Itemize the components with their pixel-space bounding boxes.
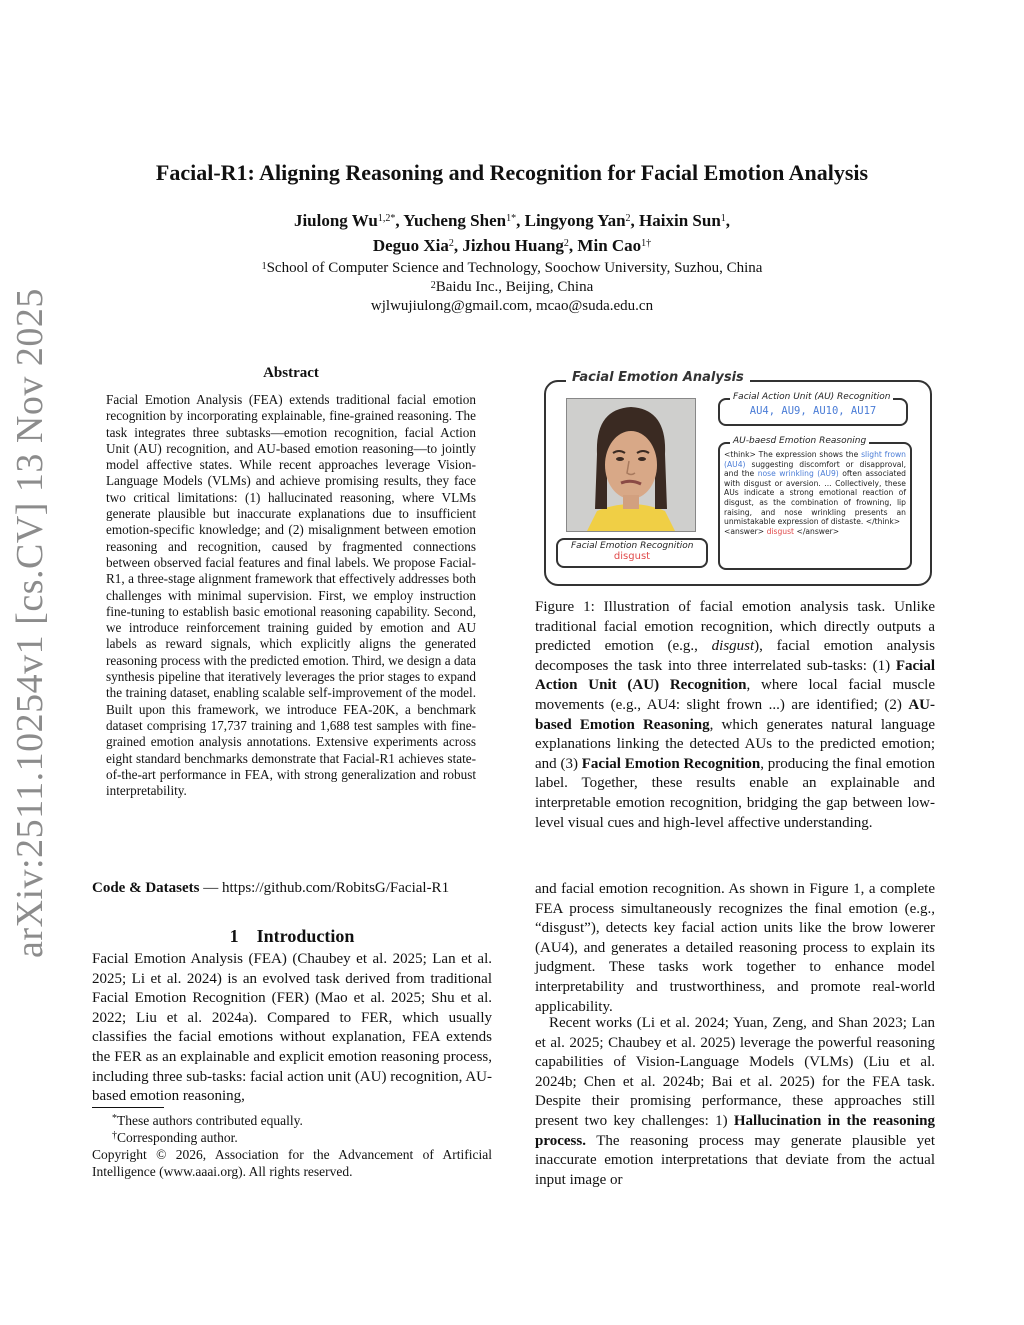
footnote-corresponding: Corresponding author.	[117, 1130, 238, 1145]
highlight-au4: slight frown (AU4)	[724, 450, 906, 469]
emotion-recognition-value: disgust	[613, 551, 651, 562]
face-photo	[566, 398, 696, 532]
copyright-notice: Copyright © 2026, Association for the Advancement of Artificial Intelligence (www.aaai.org). All rights reserved.	[92, 1147, 492, 1179]
author-sup: 1*	[506, 213, 517, 224]
caption-text: , producing the final emotion label. Together, these results enable an explainable and interpretable emotion recognition, bridging the gap between low-level visual cues and high-level affective understanding.	[535, 755, 935, 831]
au-recognition-box	[718, 392, 908, 426]
caption-emphasis: disgust	[711, 638, 755, 655]
author-name: Yucheng Shen	[403, 211, 507, 230]
arxiv-stamp: arXiv:2511.10254v1 [cs.CV] 13 Nov 2025	[9, 288, 51, 958]
affil-sup: 2	[430, 280, 436, 291]
au-reasoning-box	[718, 436, 912, 570]
caption-bold: Facial Action Unit (AU) Recognition	[535, 657, 935, 694]
figure-title: Facial Emotion Analysis	[566, 370, 750, 385]
figure-caption	[535, 598, 935, 833]
caption-bold: AU-based Emotion Reasoning	[535, 696, 935, 733]
footnote-equal: These authors contributed equally.	[117, 1113, 303, 1128]
caption-text: , where local facial muscle movements (e.g., AU4: slight frown ...) are identified; (2)	[535, 677, 935, 713]
caption-text: ), facial emotion analysis decomposes the task into three interrelated sub-tasks: (1)	[535, 638, 935, 674]
author-sup: 2	[448, 238, 454, 249]
highlight-au9: nose wrinkling (AU9)	[757, 469, 839, 479]
author-name: Haixin Sun	[639, 211, 721, 230]
right-paragraph-2	[535, 1014, 935, 1190]
code-label: Code & Datasets	[92, 880, 200, 896]
author-name: Deguo Xia	[372, 236, 449, 255]
code-datasets-line	[92, 880, 492, 897]
author-list: Jiulong $Wu^{1,2*}$, Yucheng Shen$^{1*}$, Lingyong Yan$^2$, Haixin Sun$^1$, Deguo Xia$^2$, Jizhou Huang$^2$, Min Cao$^{1\dagger}$	[293, 211, 731, 255]
author-sup: 1,2*	[377, 213, 396, 224]
paper-title: Facial-R1: Aligning Reasoning and Recognition for Facial Emotion Analysis	[155, 160, 869, 185]
caption-text: Figure 1: Illustration of facial emotion analysis task. Unlike traditional facial emotion recognition, which directly outputs a predicted emotion (e.g.,	[535, 599, 935, 655]
affil-sup: 1	[261, 261, 267, 272]
caption-text: , which generates natural language explanations linking the detected AUs to the predicted emotion; and (3)	[535, 716, 935, 772]
emotion-recognition-box	[556, 538, 708, 568]
author-sup: 2	[625, 213, 631, 224]
paragraph-bold: Hallucination in the reasoning process.	[535, 1112, 935, 1149]
figure-1	[542, 372, 932, 585]
reasoning-part: suggesting discomfort or disapproval, and the	[724, 459, 906, 479]
code-link[interactable]: https://github.com/RobitsG/Facial-R1	[221, 880, 450, 896]
author-name: Jiulong Wu	[293, 211, 378, 230]
intro-paragraph: Facial Emotion Analysis (FEA) (Chaubey et al. 2025; Lan et al. 2025; Li et al. 2024) is an evolved task derived from traditional Facial Emotion Recognition (FER) (Mao et al. 2025; Shu et al. 2022; Liu et al. 2024a). Compared to FER, which usually classifies the facial emotions without explanation, FEA extends the FER as an explainable and explicit emotion reasoning process, including three sub-tasks: facial action unit (AU) recognition, AU-based emotion reasoning,	[92, 951, 492, 1105]
answer-value: disgust	[766, 526, 795, 536]
footnote-mark: *	[112, 1113, 117, 1124]
author-sup: 1	[720, 213, 726, 224]
footnote-rule	[92, 1107, 164, 1108]
emotion-recognition-label: Facial Emotion Recognition	[571, 541, 694, 551]
section-title: Introduction	[256, 926, 355, 946]
reasoning-part: often associated with disgust or aversion. ... Collectively, these AUs indicate a strong emotional reaction of disgust, as the combination of frowning, lip raising, and nose wrinkling presents an unmistakable expression of distaste. </think>	[724, 469, 906, 527]
footnotes	[92, 1112, 492, 1180]
author-sup: 2	[563, 238, 569, 249]
footnote-mark: †	[112, 1130, 117, 1141]
author-name: Lingyong Yan	[524, 211, 626, 230]
caption-bold: Facial Emotion Recognition	[581, 755, 761, 772]
answer-tag-open: <answer>	[724, 526, 767, 536]
section-heading	[92, 926, 492, 947]
au-codes: AU4, AU9, AU10, AU17	[749, 405, 877, 417]
reasoning-text	[720, 444, 910, 538]
author-sup: 1†	[641, 238, 652, 249]
section-number: 1	[229, 926, 239, 946]
face-illustration	[567, 399, 695, 531]
paragraph-text: Recent works (Li et al. 2024; Yuan, Zeng, and Shan 2023; Lan et al. 2025; Chaubey et al. 2025) leverage the powerful reasoning capabilities of Vision-Language Models (VLMs) (Liu et al. 2024b; Chen et al. 2024b; Bai et al. 2025) for the FEA task. Despite their promising performance, these approaches still present two key challenges: 1)	[535, 1015, 935, 1129]
au-recognition-label: Facial Action Unit (AU) Recognition	[730, 392, 893, 402]
abstract-heading: Abstract	[263, 365, 319, 381]
paragraph-text: The reasoning process may generate plausible yet inaccurate emotion interpretations that deviate from the actual input image or	[535, 1132, 935, 1188]
code-separator: —	[199, 880, 222, 896]
reasoning-part: <think> The expression shows the	[724, 450, 862, 459]
affiliation-1: School of Computer Science and Technology, Soochow University, Suzhou, China	[266, 260, 763, 276]
author-emails: wjlwujiulong@gmail.com, mcao@suda.edu.cn	[370, 298, 654, 314]
author-name: Min Cao	[577, 236, 642, 255]
affiliation-2: Baidu Inc., Beijing, China	[435, 279, 594, 295]
right-paragraph-1: and facial emotion recognition. As shown in Figure 1, a complete FEA process simultaneously recognizes the final emotion (e.g., “disgust”), detects key facial action units like the brow lowerer (AU4), and generates a detailed reasoning process to explain its judgment. These tasks work together to enhance model interpretability and trustworthiness, and promote real-world applicability.	[535, 881, 935, 1015]
affiliations	[0, 259, 1024, 316]
au-reasoning-label: AU-baesd Emotion Reasoning	[730, 436, 869, 446]
author-name: Jizhou Huang	[462, 236, 564, 255]
abstract-body: Facial Emotion Analysis (FEA) extends traditional facial emotion recognition by incorporating explainable, fine-grained reasoning. The task integrates three subtasks—emotion recognition, facial Action Unit (AU) recognition, and AU-based emotion reasoning—to jointly model affective states. While recent approaches leverage Vision-Language Models (VLMs) and achieve promising results, they face two critical limitations: (1) hallucinated reasoning, where VLMs generate plausible but inaccurate explanations due to insufficient emotion-specific knowledge; and (2) misalignment between emotion reasoning and recognition, caused by fragmented connections between observed facial features and final labels. We propose Facial-R1, a three-stage alignment framework that effectively addresses both challenges with minimal supervision. First, we employ instruction fine-tuning to establish basic emotional reasoning capability. Second, we introduce reinforcement training guided by emotion and AU labels as reward signals, which explicitly aligns the generated reasoning process with the predicted emotion. Third, we design a data synthesis pipeline that iteratively leverages the prior stages to expand the training dataset, enabling scalable self-improvement of the model. Built upon this framework, we introduce FEA-20K, a benchmark dataset comprising 17,737 training and 1,688 test samples with fine-grained emotion analysis annotations. Extensive experiments across eight standard benchmarks demonstrate that Facial-R1 achieves state-of-the-art performance in FEA, with strong generalization and robust interpretability.	[106, 392, 476, 799]
answer-tag-close: </answer>	[794, 526, 840, 536]
